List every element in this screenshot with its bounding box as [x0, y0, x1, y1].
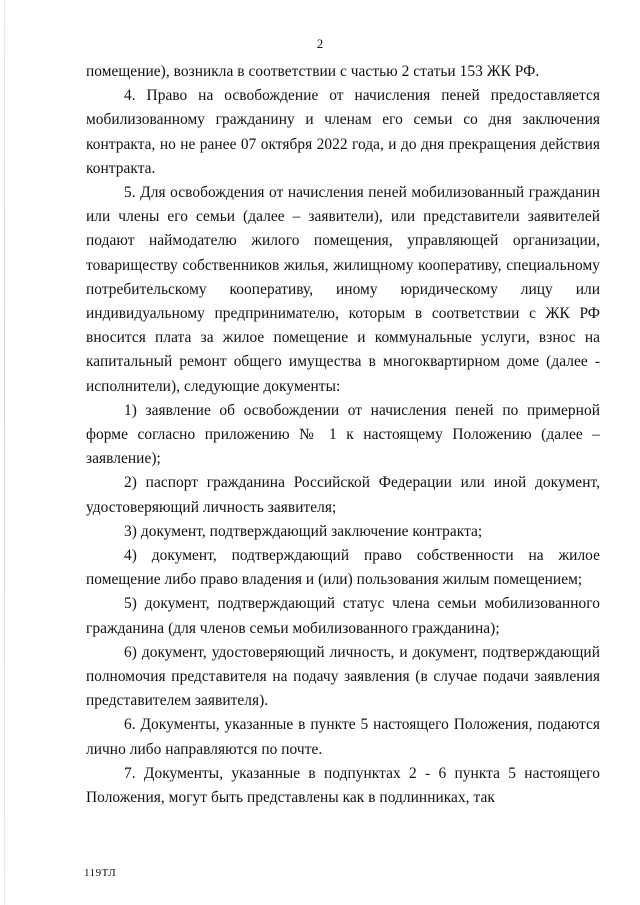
- paragraph-item-7: 7. Документы, указанные в подпунктах 2 - 6 пункта 5 настоящего Положения, могут быть представлены как в подлинниках, так: [86, 764, 600, 807]
- footer-document-code: 119ТЛ: [84, 867, 117, 879]
- subitem-4: 4) документ, подтверждающий право собственности на жилое помещение либо право владения и (или) пользования жилым помещением;: [86, 547, 600, 589]
- document-body: [86, 60, 600, 810]
- page-number: 2: [316, 36, 324, 51]
- paragraph-item-6: 6. Документы, указанные в пункте 5 настоящего Положения, подаются лично либо направляются по почте.: [86, 716, 600, 758]
- subitem-2: 2) паспорт гражданина Российской Федерации или иной документ, удостоверяющий личность заявителя;: [86, 474, 600, 516]
- subitem-5: 5) документ, подтверждающий статус члена семьи мобилизованного гражданина (для членов семьи мобилизованного гражданина);: [86, 595, 600, 637]
- paragraph-continuation: помещение), возникла в соответствии с частью 2 статьи 153 ЖК РФ.: [86, 63, 540, 80]
- subitem-3: 3) документ, подтверждающий заключение контракта;: [124, 522, 483, 540]
- subitem-6: 6) документ, удостоверяющий личность, и документ, подтверждающий полномочия представителя на подачу заявления (в случае подачи заявления представителем заявителя).: [86, 643, 600, 710]
- paragraph-item-4: 4. Право на освобождение от начисления пеней предоставляется мобилизованному гражданину и членам его семьи со дня заключения контракта, но не ранее 07 октября 2022 года, и до дня прекращения действия контракта.: [86, 87, 600, 177]
- subitem-1: 1) заявление об освобождении от начисления пеней по примерной форме согласно приложению № 1 к настоящему Положению (далее – заявление);: [86, 401, 600, 468]
- scan-edge-line: [4, 0, 5, 905]
- paragraph-item-5: 5. Для освобождения от начисления пеней мобилизованный гражданин или члены его семьи (далее – заявители), или представители заявителей подают наймодателю жилого помещения, управляющей организации, товариществу собственников жилья, жилищному кооперативу, специальному потребительскому кооперативу, иному юридическому лицу или индивидуальному предпринимателю, которым в соответствии с ЖК РФ вносится плата за жилое помещение и коммунальные услуги, взнос на капитальный ремонт общего имущества в многоквартирном доме (далее - исполнители), следующие документы:: [86, 184, 600, 395]
